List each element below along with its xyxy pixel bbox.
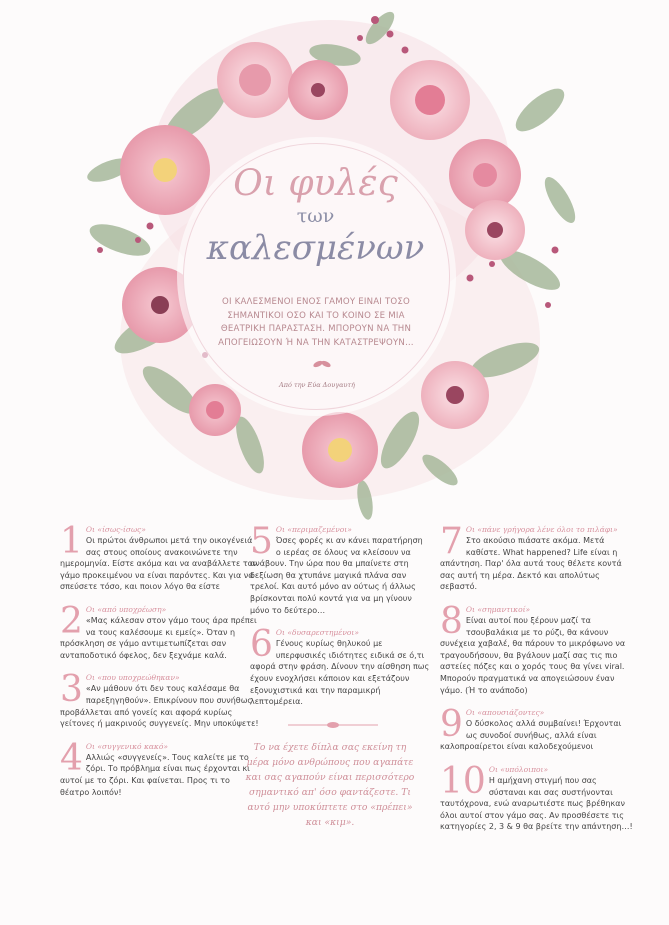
- item-number: 2: [60, 600, 83, 642]
- item-body: Στο ακούσιο πιάσατε ακόμα. Μετά καθίστε. What happened? Life είναι η απάντηση. Παρ' όλα αυτά τους θέλετε κοντά σας αυτή τη μέρα. Δεκτό και απολύτως σεβαστό.: [440, 536, 622, 592]
- list-item: [60, 669, 260, 729]
- list-item: [440, 600, 635, 696]
- item-heading: Οι «σημαντικοί»: [465, 604, 531, 614]
- item-heading: Οι «απουσιάζοντες»: [465, 708, 545, 718]
- item-body: Ο δύσκολος αλλά συμβαίνει! Έρχονται ως συνοδοί συνήθως, αλλά είναι καλοπροαίρετοι είναι καλοδεχούμενοι: [440, 719, 622, 752]
- lead-paragraph: ΟΙ ΚΑΛΕΣΜΕΝΟΙ ΕΝΟΣ ΓΑΜΟΥ ΕΙΝΑΙ ΤΟΣΟ ΣΗΜΑΝΤΙΚΟΙ ΟΣΟ ΚΑΙ ΤΟ ΚΟΙΝΟ ΣΕ ΜΙΑ ΘΕΑΤΡΙΚΗ ΠΑΡΑΣΤΑΣΗ. ΜΠΟΡΟΥΝ ΝΑ ΤΗΝ ΑΠΟΓΕΙΩΣΟΥΝ Ή ΝΑ ΤΗΝ ΚΑΤΑΣΤΡΕΨΟΥΝ…: [218, 297, 414, 348]
- item-body: Αλλιώς «συγγενείς». Τους καλείτε με το ζόρι. Το πρόβλημα είναι πως έρχονται κι αυτοί με το ζόρι. Και φαίνεται. Προς τι το θέατρο λοιπόν!: [60, 752, 250, 797]
- list-item: [60, 600, 260, 661]
- item-body: Οι πρώτοι άνθρωποι μετά την οικογένειά σας στους οποίους ανακοινώνετε την ημερομηνία. Είστε ακόμα και να αναβάλλετε τον γάμο προκειμένου να είναι παρόντες. Και για να σπεύσετε τόσο, και ποιον λόγο θα είστε: [60, 536, 258, 592]
- item-body: Γένους κυρίως θηλυκού με υπερφυσικές ιδιότητες ειδικά σε ό,τι αφορά στην φράση. Δίνουν την αίσθηση πως έχουν ενοχλήσει κάποιον και εξετάζουν εξονυχιστικά και την παραμικρή λεπτομέρεια.: [250, 639, 430, 707]
- item-number: 7: [440, 521, 463, 562]
- item-body: «Μας κάλεσαν στον γάμο τους άρα πρέπει να τους καλέσουμε κι εμείς». Όταν η πρόσκληση σε γάμο αντιμετωπίζεται σαν ανταποδοτικό όφελος, δεν ξεχνάμε καλά.: [60, 615, 257, 660]
- list-item: [250, 624, 430, 708]
- item-number: 9: [440, 704, 463, 746]
- leaf-ornament-icon: [312, 358, 332, 370]
- item-heading: Οι «από υποχρέωση»: [85, 604, 167, 614]
- item-heading: Οι «υπόλοιποι»: [488, 764, 549, 774]
- list-item: [440, 521, 635, 593]
- item-body: «Αν μάθουν ότι δεν τους καλέσαμε θα παρεξηγηθούν». Επικρίνουν που συνήθως προβάλλεται από γονείς και αφορά κυρίως γείτονες ή μακρινούς συγγενείς. Μην υποκύψετε!: [60, 684, 259, 729]
- column-left: [60, 521, 260, 810]
- item-number: 1: [60, 521, 83, 562]
- item-heading: Οι «δυσαρεστημένοι»: [275, 628, 359, 638]
- list-item: [60, 521, 260, 593]
- pull-quote: Το να έχετε δίπλα σας εκείνη τη μέρα μόνο ανθρώπους που αγαπάτε και σας αγαπούν είναι περισσότερο σημαντικό απ' όσο φαντάζεστε. Τι αυτό μην υποκύπτετε στο «πρέπει» και «κιμ».: [245, 742, 415, 828]
- column-middle: [250, 521, 430, 720]
- byline: Από την Εύα Δουγαυτή: [279, 381, 355, 389]
- item-number: 8: [440, 600, 463, 642]
- item-number: 3: [60, 669, 83, 711]
- item-body: Είναι αυτοί που ξέρουν μαζί τα τσουβαλάκια με το ρύζι, θα κάνουν συνέχεια χαβαλέ, θα πάρουν το μικρόφωνο να τραγουδήσουν, θα βγάλουν μαζί σας τις πιο αστείες πόζες και ο χορός τους θα γίνει viral. Μπορούν πραγματικά να απογειώσουν έναν γάμο. (Ή το ανάποδο): [440, 615, 626, 695]
- title-line-1: Οι φυλές: [233, 163, 398, 204]
- list-item: [60, 737, 260, 798]
- item-body: Όσες φορές κι αν κάνει παρατήρηση ο ιερέας σε όλους να κλείσουν να ανάβουν. Την ώρα που θα μπαίνετε στη δεξίωση θα χτυπάνε μαγικά πλάνα σαν τρελοί. Και αυτό μόνο αν ούτως ή άλλως βρίσκονται πολύ κοντά για να μη γίνουν μόνο το δεύτερο…: [250, 536, 423, 615]
- title-line-2: των: [296, 205, 335, 227]
- item-number: 10: [440, 760, 486, 802]
- list-item: [250, 521, 430, 616]
- list-item: [440, 704, 635, 753]
- list-item: [440, 760, 635, 833]
- item-number: 4: [60, 737, 83, 779]
- column-right: [440, 521, 635, 845]
- divider-ornament-icon: [288, 718, 378, 732]
- item-heading: Οι «περιμαζεμένοι»: [275, 525, 352, 534]
- item-number: 5: [250, 521, 273, 562]
- item-body: Η αμήχανη στιγμή που σας σύσταναι και σας συστήνονται ταυτόχρονα, ενώ αναρωτιέστε πως βρέθηκαν όλοι αυτοί στον γάμο σας. Αν προσθέσετε τις κατηγορίες 2, 3 & 9 θα βρείτε την απάντηση…!: [440, 775, 633, 832]
- item-heading: Οι «ίσως-ίσως»: [85, 525, 146, 534]
- item-number: 6: [250, 624, 273, 666]
- item-heading: Οι «που υποχρεώθηκαν»: [85, 673, 180, 683]
- item-heading: Οι «συγγενικό κακό»: [85, 741, 168, 751]
- title-line-3: καλεσμένων: [206, 228, 425, 268]
- item-heading: Οι «πάνε γρήγορα λένε όλοι το πιλάφι»: [465, 525, 618, 534]
